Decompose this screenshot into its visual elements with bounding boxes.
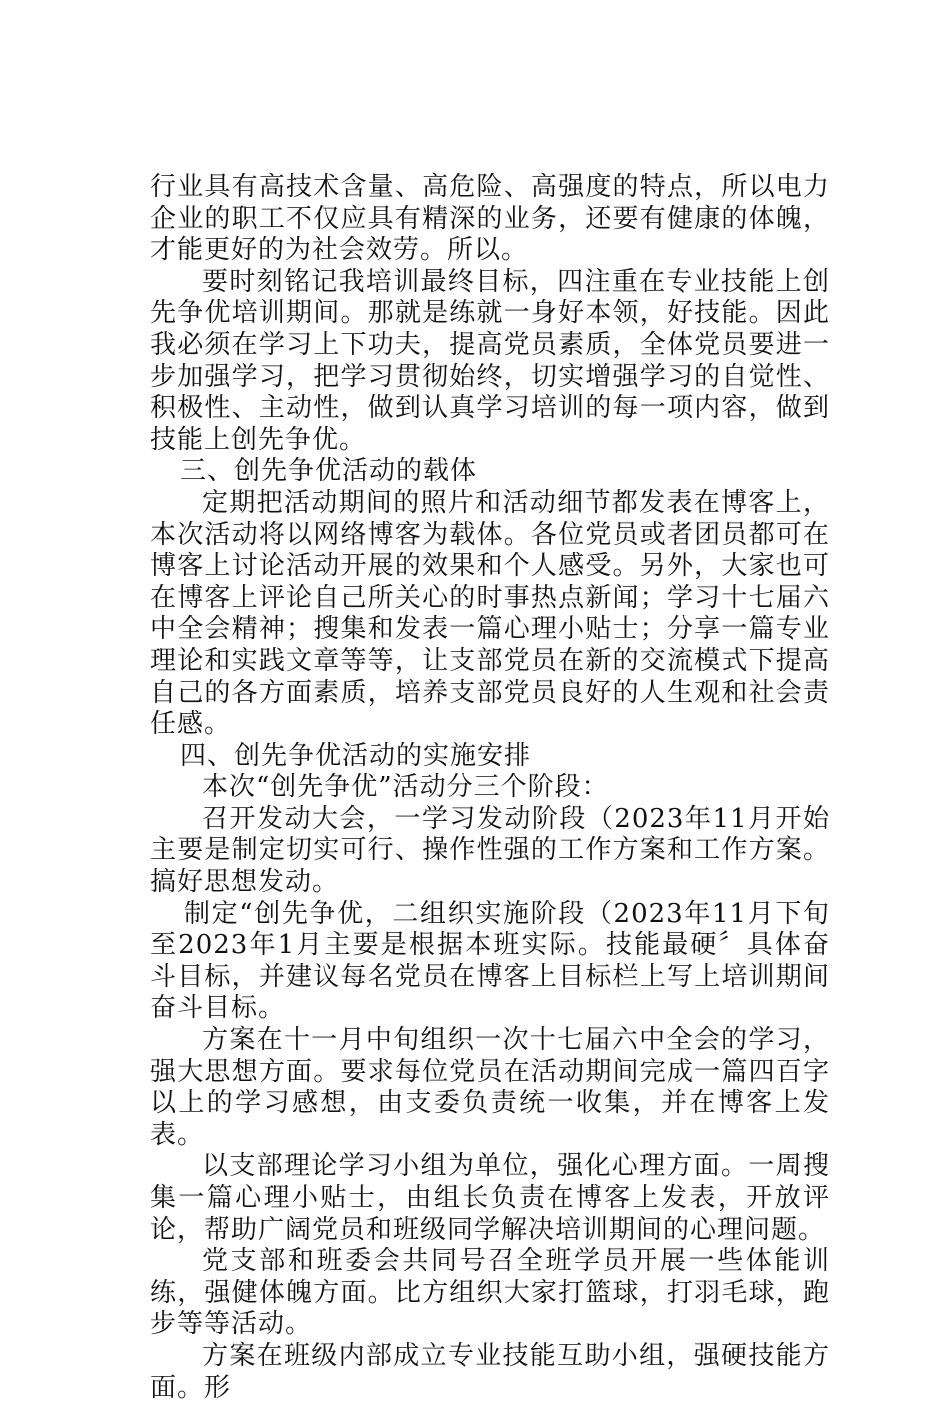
paragraph-blog-carrier: 定期把活动期间的照片和活动细节都发表在博客上，本次活动将以网络博客为载体。各位党员或者团员都可在博客上讨论活动开展的效果和个人感受。另外，大家也可在博客上评论自己所关心的时事热点新闻；学习十七届六中全会精神；搜集和发表一篇心理小贴士；分享一篇专业理论和实践文章等等，让支部党员在新的交流模式下提高自己的各方面素质，培养支部党员良好的人生观和社会责任感。 <box>150 487 830 740</box>
section-heading-carrier: 三、创先争优活动的载体 <box>180 456 478 487</box>
paragraph-stage-one: 召开发动大会，一学习发动阶段（2023年11月开始主要是制定切实可行、操作性强的工作方案和工作方案。搞好思想发动。 <box>150 803 830 898</box>
paragraph-stage-two: 制定“创先争优，二组织实施阶段（2023年11月下旬至2023年1月主要是根据本班实际。技能最硬〞具体奋斗目标，并建议每名党员在博客上目标栏上写上培训期间奋斗目标。 <box>150 898 830 1024</box>
paragraph-intro: 行业具有高技术含量、高危险、高强度的特点，所以电力企业的职工不仅应具有精深的业务，还要有健康的体魄，才能更好的为社会效劳。所以。 <box>150 172 830 266</box>
paragraph-training-goal: 要时刻铭记我培训最终目标，四注重在专业技能上创先争优培训期间。那就是练就一身好本领，好技能。因此我必须在学习上下功夫，提高党员素质，全体党员要进一步加强学习，把学习贯彻始终，切实增强学习的自觉性、积极性、主动性，做到认真学习培训的每一项内容，做到技能上创先争优。 <box>150 266 830 455</box>
paragraph-skills: 方案在班级内部成立专业技能互助小组，强硬技能方面。形 <box>150 1340 830 1403</box>
section-heading-implementation: 四、创先争优活动的实施安排 <box>180 740 532 771</box>
document-body <box>150 172 830 1404</box>
paragraph-psychology: 以支部理论学习小组为单位，强化心理方面。一周搜集一篇心理小贴士，由组长负责在博客上发表，开放评论，帮助广阔党员和班级同学解决培训期间的心理问题。 <box>150 1151 830 1245</box>
paragraph-three-stages: 本次“创先争优”活动分三个阶段： <box>202 772 609 803</box>
paragraph-study-plan: 方案在十一月中旬组织一次十七届六中全会的学习，强大思想方面。要求每位党员在活动期间完成一篇四百字以上的学习感想，由支委负责统一收集，并在博客上发表。 <box>150 1025 830 1150</box>
paragraph-fitness: 党支部和班委会共同号召全班学员开展一些体能训练，强健体魄方面。比方组织大家打篮球，打羽毛球，跑步等等活动。 <box>150 1246 830 1340</box>
